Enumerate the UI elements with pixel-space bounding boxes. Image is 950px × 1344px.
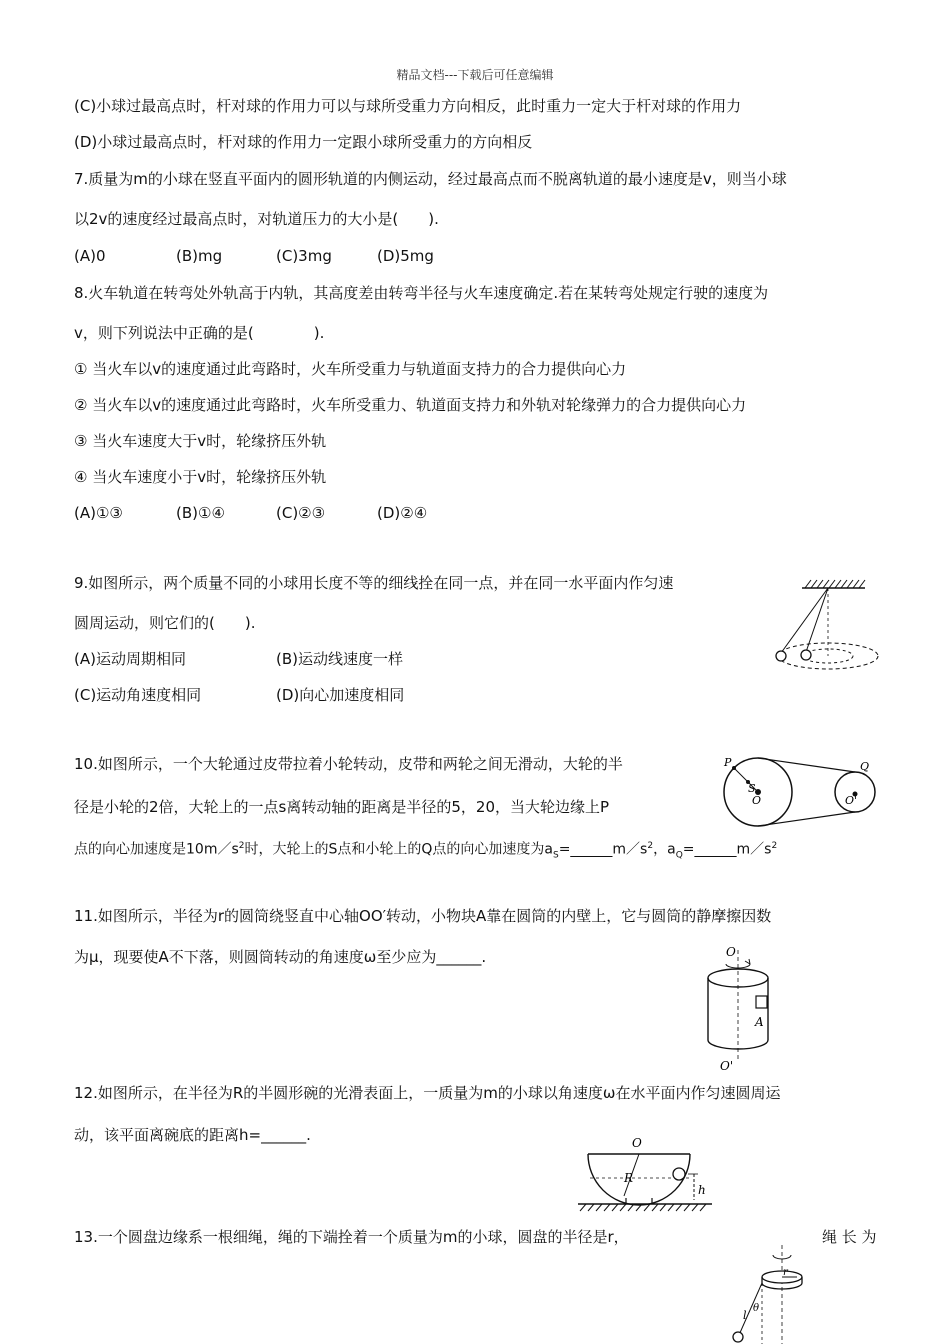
label-h: h [698,1183,706,1197]
short-string [806,588,828,652]
label-o-prime: O' [720,1059,734,1073]
q8-option-a: (A)①③ [74,504,123,522]
q12-line1: 12.如图所示，在半径为R的半圆形碗的光滑表面上，一质量为m的小球以角速度ω在水平面内作匀速圆周运 [74,1084,781,1102]
hemispherical-bowl-figure [570,1132,720,1214]
label-s: S [748,782,756,795]
q8-statement-3: ③ 当火车速度大于v时，轮缘挤压外轨 [74,432,327,450]
q7-option-a: (A)0 [74,247,106,265]
q13-line1: 13.一个圆盘边缘系一根细绳，绳的下端拴着一个质量为m的小球，圆盘的半径是r， [74,1228,629,1246]
q7-line2: 以2v的速度经过最高点时，对轨道压力的大小是( ). [74,210,439,228]
q10-line3: 点的向心加速度是$10m/s^2$时，大轮上的S点和小轮上的Q点的向心加速度为$a_S=\_\_\_\_\_\_m/s^2$，$a_Q=\_\_\_\_\_\_m/s^2$ [74,841,778,861]
label-theta: θ [753,1303,760,1314]
point-p [732,766,736,770]
label-a: A [755,1015,764,1029]
label-o: O [726,945,736,959]
q8-statement-1: ① 当火车以v的速度通过此弯路时，火车所受重力与轨道面支持力的合力提供向心力 [74,360,627,378]
q7-option-d: (D)5mg [377,247,434,265]
label-r: R [624,1171,634,1185]
label-o-prime: O' [845,794,858,807]
rotating-cylinder-figure [698,942,788,1074]
q9-line2: 圆周运动，则它们的( ). [74,614,256,632]
option-c-line: (C)小球过最高点时，杆对球的作用力可以与球所受重力方向相反，此时重力一定大于杆对球的作用力 [74,97,742,115]
q9-option-d: (D)向心加速度相同 [276,686,405,704]
q7-line1: 7.质量为m的小球在竖直平面内的圆形轨道的内侧运动，经过最高点而不脱离轨道的最小速度是v，则当小球 [74,170,787,188]
label-p: P [724,756,732,769]
q8-line2: v，则下列说法中正确的是( ). [74,324,325,342]
q9-line1: 9.如图所示，两个质量不同的小球用长度不等的细线拴在同一点，并在同一水平面内作匀速 [74,574,674,592]
ball [733,1332,743,1342]
page-header: 精品文档---下载后可任意编辑 [396,68,554,82]
ceiling-hatch [805,580,865,588]
q9-option-c: (C)运动角速度相同 [74,686,202,704]
ball-inner [801,650,811,660]
ball [673,1168,685,1180]
q8-option-b: (B)①④ [176,504,225,522]
bowl-shell [588,1154,690,1205]
belt-top [758,758,855,772]
q9-option-a: (A)运动周期相同 [74,650,186,668]
label-l: l [743,1309,747,1322]
ball-outer [776,651,786,661]
label-o: O [752,794,762,807]
conical-pendulum-figure [760,572,885,692]
q8-option-c: (C)②③ [276,504,326,522]
q12-line2: 动，该平面离碗底的距离h=______. [74,1126,311,1144]
q9-option-b: (B)运动线速度一样 [276,650,403,668]
q7-option-b: (B)mg [176,247,223,265]
q11-line2: 为μ，现要使A不下落，则圆筒转动的角速度ω至少应为______. [74,948,487,966]
q11-line1: 11.如图所示，半径为r的圆筒绕竖直中心轴OO′转动，小物块A靠在圆筒的内壁上，它与圆筒的静摩擦因数 [74,907,772,925]
q10-line1: 10.如图所示，一个大轮通过皮带拉着小轮转动，皮带和两轮之间无滑动，大轮的半 [74,755,623,773]
q8-statement-4: ④ 当火车速度小于v时，轮缘挤压外轨 [74,468,327,486]
q10-line2: 径是小轮的2倍，大轮上的一点s离转动轴的距离是半径的5，20，当大轮边缘上P [74,798,610,816]
label-o: O [632,1136,642,1150]
label-q: Q [860,760,870,773]
belt-bottom [758,812,855,826]
q8-statement-2: ② 当火车以v的速度通过此弯路时，火车所受重力、轨道面支持力和外轨对轮缘弹力的合力提供向心力 [74,396,747,414]
disk-pendulum-figure [725,1245,815,1344]
q8-option-d: (D)②④ [377,504,428,522]
q8-line1: 8.火车轨道在转弯处外轨高于内轨，其高度差由转弯半径与火车速度确定.若在某转弯处规定行驶的速度为 [74,284,769,302]
q13-line1-end: 绳 长 为 [822,1228,877,1246]
block-a [756,996,767,1008]
label-r: r [783,1267,788,1278]
q7-option-c: (C)3mg [276,247,332,265]
belt-pulley-figure [712,752,892,830]
option-d-line: (D)小球过最高点时，杆对球的作用力一定跟小球所受重力的方向相反 [74,133,533,151]
